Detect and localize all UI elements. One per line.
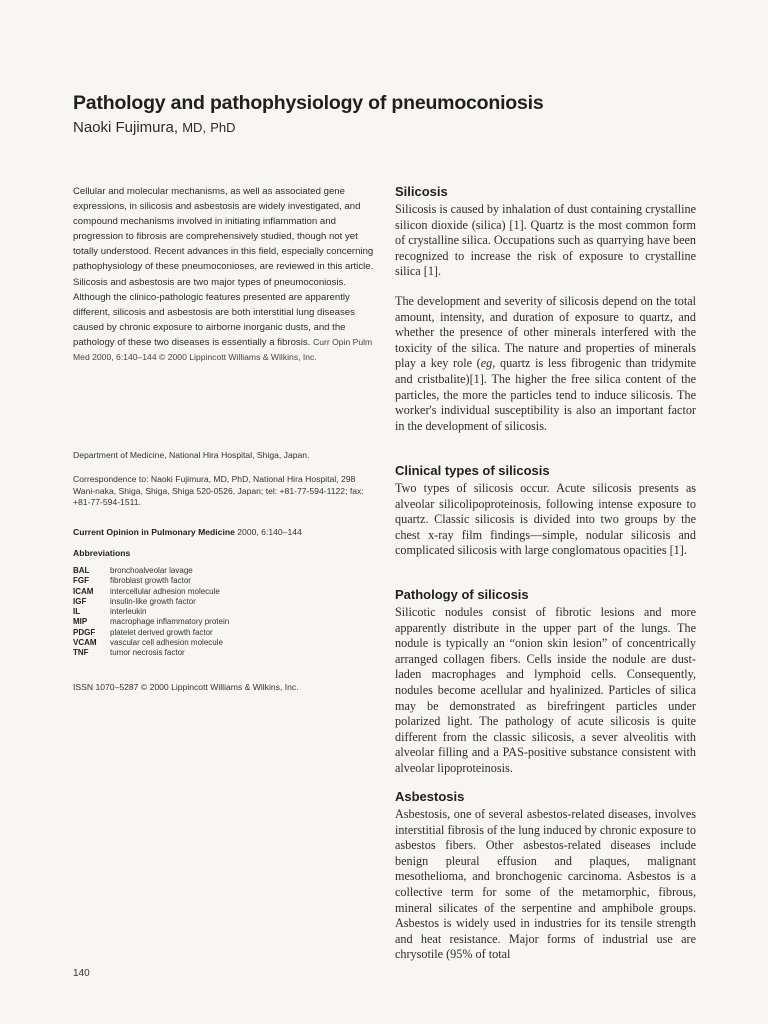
abbreviation-item <box>73 617 378 627</box>
abbreviation-definition: tumor necrosis factor <box>110 648 185 658</box>
abbreviation-item <box>73 638 378 648</box>
paragraph-text: The development and severity of silicosis depend on the total amount, intensity, and duration of exposure to quartz, and whether the presence of other minerals interfered with the toxicity of the silica. The nature and properties of minerals play a key role ( <box>395 294 696 371</box>
abbreviations-heading: Abbreviations <box>73 548 131 558</box>
abbreviation-item <box>73 597 378 607</box>
abstract-paragraph-2 <box>73 275 378 366</box>
correspondence: Correspondence to: Naoki Fujimura, MD, PhD, National Hira Hospital, 298 Wani-naka, Shiga, Shiga, Shiga 520-0526, Japan; tel: +81-77-594-1122; fax: +81-77-594-1511. <box>73 474 364 507</box>
section-heading: Clinical types of silicosis <box>395 463 550 478</box>
abstract <box>73 184 378 365</box>
section-paragraph: Asbestosis, one of several asbestos-related diseases, involves interstitial fibrosis of the lung induced by chronic exposure to asbestos fibers. Other asbestos-related diseases include benign pleural effusion and plaques, malignant mesothelioma, and bronchogenic carcinoma. Asbestos is a collective term for some of the metamorphic, fibrous, mineral silicates of the serpentine and amphibole groups. Asbestos is widely used in industries for its tensile strength and heat resistance. Major forms of industrial use are chrysotile (95% of total <box>395 807 696 962</box>
paragraph-emphasis: eg <box>480 356 493 371</box>
abbreviation-term: MIP <box>73 617 88 627</box>
section-silicosis <box>395 184 696 280</box>
author-degree-phd: PhD <box>210 120 236 135</box>
article-title: Pathology and pathophysiology of pneumoconiosis <box>73 92 544 114</box>
abbreviation-definition: interleukin <box>110 607 147 617</box>
abbreviation-term: PDGF <box>73 627 96 637</box>
abbreviation-item <box>73 628 378 638</box>
section-paragraph <box>395 294 696 434</box>
abbreviation-term: IL <box>73 607 81 617</box>
abbreviation-definition: intercellular adhesion molecule <box>110 586 220 596</box>
abbreviation-definition: vascular cell adhesion molecule <box>110 638 223 648</box>
section-paragraph: Silicosis is caused by inhalation of dust containing crystalline silicon dioxide (silica) [1]. Quartz is the most common form of crystalline silica. Occupations such as quarrying have been recognized to increase the risk of exposure to crystalline silica [1]. <box>395 202 696 279</box>
author-line <box>73 119 236 136</box>
abbreviation-definition: fibroblast growth factor <box>110 576 191 586</box>
abbreviation-item <box>73 648 378 658</box>
section-asbestosis <box>395 789 696 963</box>
section-clinical-types <box>395 463 696 559</box>
abstract-paragraph-1: Cellular and molecular mechanisms, as well as associated gene expressions, in silicosis and asbestosis are widely investigated, and compound mechanisms involved in initiating inflammation and progression to fibrosis are comprehensively studied, though not yet totally understood. Recent advances in this field, especially concerning pathophysiology of these pneumoconioses, are reviewed in this article. <box>73 186 374 273</box>
section-silicosis-continued <box>395 294 696 434</box>
journal-issue: 2000, 6:140–144 <box>237 527 302 537</box>
section-heading: Asbestosis <box>395 789 465 804</box>
abbreviation-term: IGF <box>73 596 87 606</box>
abstract-paragraph-2-text: Silicosis and asbestosis are two major types of pneumoconiosis. Although the clinico-pathologic features presented are apparently different, silicosis and asbestosis are both interstitial lung diseases caused by chronic exposure to airborne inorganic dusts, and the pathology of these two diseases is essentially a fibrosis. <box>73 276 355 348</box>
affiliation: Department of Medicine, National Hira Hospital, Shiga, Japan. <box>73 450 310 460</box>
paragraph-text: , quartz is less fibrogenic than tridymite and cristbalite)[1]. The higher the free silica content of the particles, the more the particles tend to induce silicosis. The worker's individual susceptibility is also an important factor in the development of silicosis. <box>395 356 697 433</box>
abbreviation-definition: platelet derived growth factor <box>110 627 213 637</box>
author-name: Naoki Fujimura, <box>73 119 179 136</box>
abbreviation-item <box>73 587 378 597</box>
abbreviations-list <box>73 566 378 659</box>
abbreviation-item <box>73 566 378 576</box>
abbreviation-term: FGF <box>73 576 89 586</box>
section-heading: Silicosis <box>395 184 448 199</box>
abbreviation-term: VCAM <box>73 638 97 648</box>
journal-citation <box>73 527 378 537</box>
section-paragraph: Two types of silicosis occur. Acute silicosis presents as alveolar silicolipoproteinosis, following intense exposure to quartz. Classic silicosis is divided into two groups by the chest x-ray film findings—simple, nodular silicosis and complicated silicosis with large conglomatous opacities [1]. <box>395 481 696 558</box>
author-degree-md: MD, <box>182 120 207 135</box>
issn-copyright: ISSN 1070–5287 © 2000 Lippincott Williams & Wilkins, Inc. <box>73 682 299 692</box>
section-heading: Pathology of silicosis <box>395 587 529 602</box>
abbreviation-term: TNF <box>73 648 89 658</box>
abstract-citation: Curr Opin Pulm Med 2000, 6:140–144 © 2000 Lippincott Williams & Wilkins, Inc. <box>73 336 373 363</box>
section-paragraph: Silicotic nodules consist of fibrotic lesions and more apparently distribute in the upper part of the lungs. The nodule is typically an “onion skin lesion” of concentrically arranged collagen fibers. Cells inside the nodule are dust-laden macrophages and lymphoid cells. Consequently, nodules become acellular and hyalinized. Particles of silica may be demonstrated as birefringent particles under polarized light. The pathology of acute silicosis is quite different from the classic silicosis, a sever alveolitis with alveolar filling and a PAS-positive substance consistent with alveolar lipoproteinosis. <box>395 605 696 775</box>
abbreviation-item <box>73 607 378 617</box>
page-number: 140 <box>73 968 90 979</box>
journal-name: Current Opinion in Pulmonary Medicine <box>73 527 235 537</box>
abbreviation-definition: macrophage inflammatory protein <box>110 617 230 627</box>
section-pathology <box>395 587 696 777</box>
abbreviation-definition: insulin-like growth factor <box>110 596 196 606</box>
abbreviation-term: ICAM <box>73 586 94 596</box>
abbreviation-definition: bronchoalveolar lavage <box>110 566 193 575</box>
abbreviation-term: BAL <box>73 566 90 575</box>
abbreviation-item <box>73 576 378 586</box>
